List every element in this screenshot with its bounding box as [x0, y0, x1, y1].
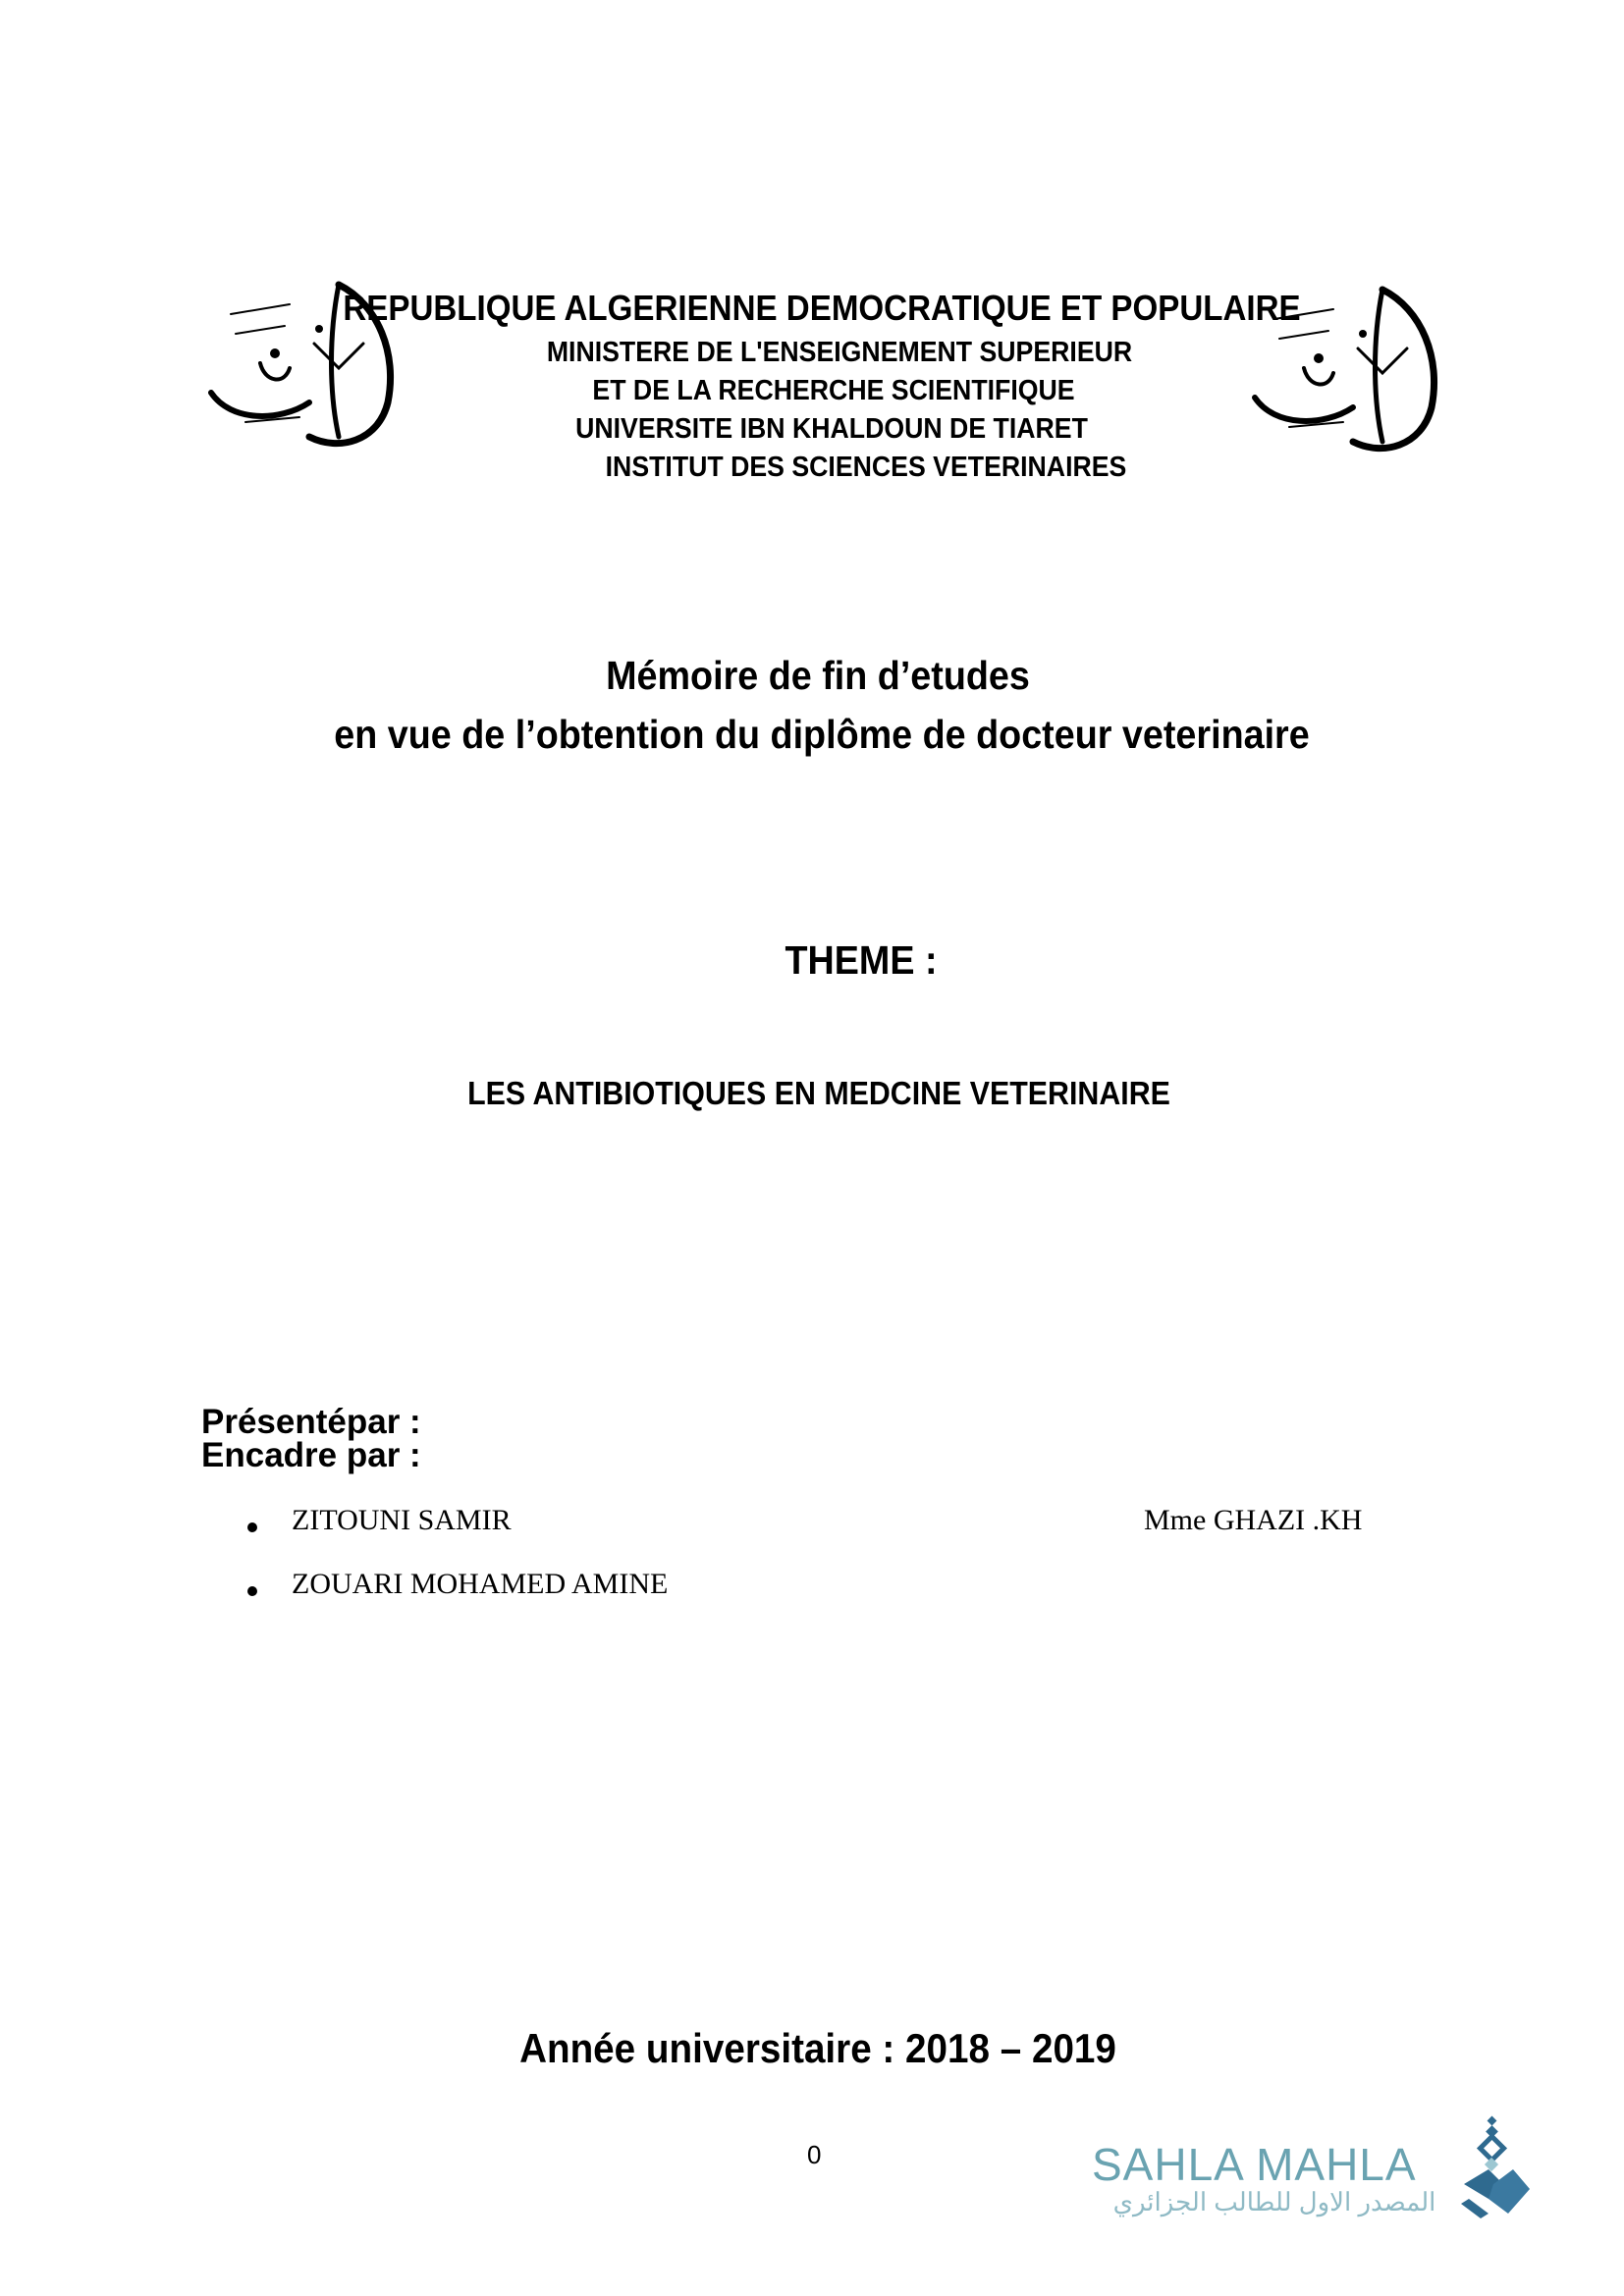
- theme-label: THEME :: [785, 937, 938, 983]
- student-name-2: ZOUARI MOHAMED AMINE: [292, 1568, 669, 1600]
- header-ministry: MINISTERE DE L'ENSEIGNEMENT SUPERIEUR: [546, 337, 1133, 368]
- watermark-tagline: المصدر الاول للطالب الجزائري: [1112, 2187, 1436, 2216]
- thesis-title-line2: en vue de l’obtention du diplôme de docteur veterinaire: [334, 712, 1310, 757]
- thesis-title-line1: Mémoire de fin d’etudes: [606, 653, 1030, 698]
- student-name-1: ZITOUNI SAMIR: [292, 1504, 512, 1536]
- header-republic: REPUBLIQUE ALGERIENNE DEMOCRATIQUE ET POPULAIRE: [343, 288, 1301, 328]
- theme-title: LES ANTIBIOTIQUES EN MEDCINE VETERINAIRE: [467, 1075, 1170, 1111]
- bullet-icon: [247, 1586, 257, 1596]
- header-research: ET DE LA RECHERCHE SCIENTIFIQUE: [592, 375, 1075, 406]
- header-institute: INSTITUT DES SCIENCES VETERINAIRES: [605, 452, 1127, 483]
- sahla-mahla-logo-icon: [1459, 2115, 1533, 2221]
- watermark-brand: SAHLA MAHLA: [1092, 2139, 1417, 2190]
- header-university: UNIVERSITE IBN KHALDOUN DE TIARET: [575, 413, 1088, 445]
- presented-by-label: Présentépar :: [201, 1403, 421, 1441]
- academic-year: Année universitaire : 2018 – 2019: [519, 2025, 1116, 2071]
- page-number: 0: [807, 2140, 822, 2169]
- supervised-by-label: Encadre par :: [201, 1436, 421, 1474]
- bullet-icon: [247, 1522, 257, 1532]
- supervisor-name: Mme GHAZI .KH: [1144, 1504, 1363, 1536]
